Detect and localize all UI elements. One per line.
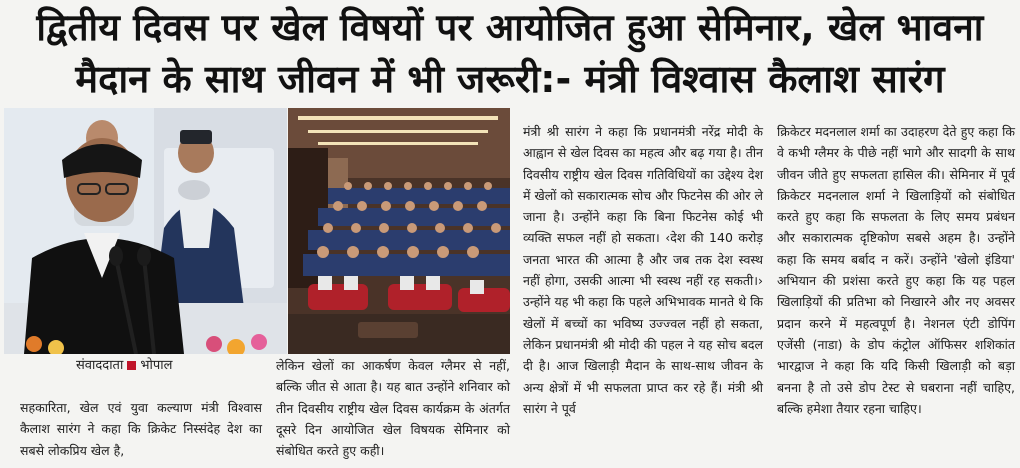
article-text-3: मंत्री श्री सारंग ने कहा कि प्रधानमंत्री नरेंद्र मोदी के आह्वान से खेल दिवस का महत्व और बढ़ गया है। तीन दिवसीय राष्ट्रीय खेल दिवस गतिविधियों का उद्देश्य देश में खेलों को सकारात्मक सोच और फिटनेस की ओर ले जाना है। उन्होंने कहा कि बिना फिटनेस कोई भी व्यक्ति सफल नहीं हो सकता। ‹देश की 140 करोड़ जनता भारत की आत्मा है और जब तक देश स्वस्थ नहीं होगा, उसकी आत्मा भी स्वस्थ नहीं रह सकती।› उन्होंने यह भी कहा कि पहले अभिभावक मानते थे कि खेलों में बच्चों का भविष्य उज्ज्वल नहीं हो सकता, लेकिन प्रधानमंत्री श्री मोदी की पहल ने यह सोच बदल दी है। आज खिलाड़ी मैदान के साथ-साथ जीवन के अन्य क्षेत्रों में भी सफलता प्राप्त कर रहे हैं। मंत्री श्री सारंग ने पूर्व	[523, 124, 763, 416]
audience-photo-illustration	[288, 108, 510, 354]
minister-speaking-photo	[4, 108, 287, 354]
article-text-1: सहकारिता, खेल एवं युवा कल्याण मंत्री विश्वास कैलाश सारंग ने कहा कि क्रिकेट निस्संदेह देश का सबसे लोकप्रिय खेल है,	[20, 400, 262, 458]
byline-reporter: संवाददाता	[76, 358, 124, 373]
headline-line-1: द्वितीय दिवस पर खेल विषयों पर आयोजित हुआ सेमिनार, खेल भावना	[36, 6, 984, 49]
byline-city: भोपाल	[140, 358, 173, 373]
article-column-4	[777, 121, 1015, 419]
byline	[76, 357, 172, 375]
article-column-3	[523, 121, 763, 419]
byline-separator-square	[127, 361, 136, 370]
article-column-1	[20, 397, 262, 461]
speaker-photo-illustration	[4, 108, 287, 354]
article-column-2	[276, 355, 510, 461]
headline-line-2: मैदान के साथ जीवन में भी जरूरी:- मंत्री विश्वास कैलाश सारंग	[75, 57, 945, 101]
article-text-4: क्रिकेटर मदनलाल शर्मा का उदाहरण देते हुए कहा कि वे कभी ग्लैमर के पीछे नहीं भागे और सादगी के साथ जीवन जीते हुए सफलता हासिल की। सेमिनार में पूर्व क्रिकेटर मदनलाल शर्मा ने खिलाड़ियों को संबोधित करते हुए कहा कि सफलता के लिए समय प्रबंधन और सकारात्मक दृष्टिकोण सबसे अहम है। उन्होंने कहा कि समय बर्बाद न करें। उन्होंने 'खेलो इंडिया' अभियान की प्रशंसा करते हुए कहा कि यह पहल खिलाड़ियों की प्रतिभा को निखारने और नए अवसर प्रदान करने में महत्वपूर्ण है। नेशनल एंटी डोपिंग एजेंसी (नाडा) के डोप कंट्रोल ऑफिसर शशिकांत भारद्वाज ने कहा कि यदि किसी खिलाड़ी को बड़ा बनना है तो उसे डोप टेस्ट से घबराना नहीं चाहिए, बल्कि हमेशा तैयार रहना चाहिए।	[777, 124, 1015, 416]
auditorium-audience-photo	[288, 108, 510, 354]
article-text-2: लेकिन खेलों का आकर्षण केवल ग्लैमर से नहीं, बल्कि जीत से आता है। यह बात उन्होंने शनिवार को तीन दिवसीय राष्ट्रीय खेल दिवस कार्यक्रम के अंतर्गत दूसरे दिन आयोजित खेल विषयक सेमिनार को संबोधित करते हुए कही।	[276, 358, 510, 459]
